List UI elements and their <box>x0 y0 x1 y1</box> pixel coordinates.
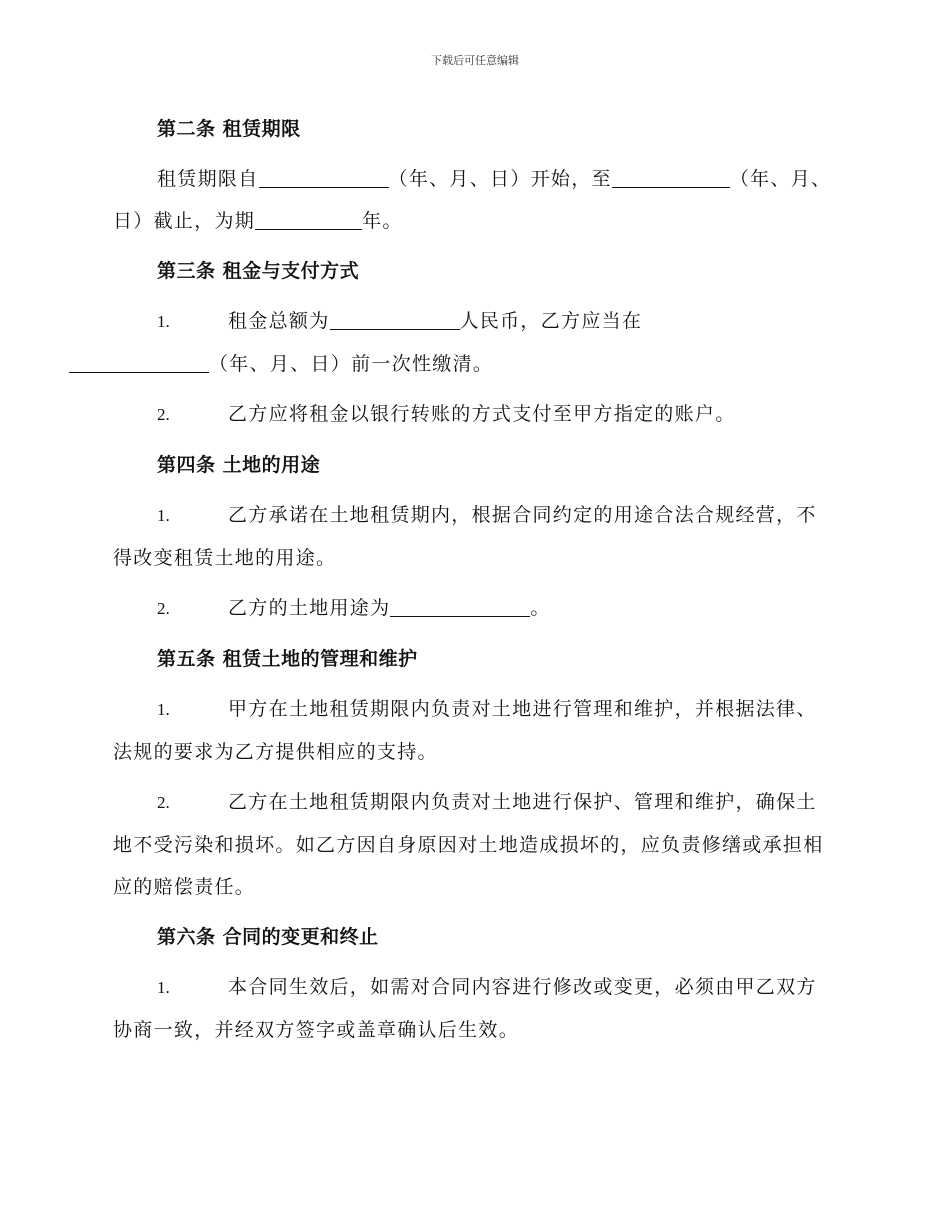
rent-text-start: 租金总额为 <box>228 310 330 332</box>
list-number: 1. <box>157 700 170 719</box>
article-6-heading: 第六条 合同的变更和终止 <box>157 926 379 948</box>
land-usage-suffix: 。 <box>530 597 551 619</box>
land-usage-text: 乙方的土地用途为 <box>228 597 391 619</box>
party-a-duty-text: 甲方在土地租赁期限内负责对土地进行管理和维护，并根据法律、法规的要求为乙方提供相应的支持。 <box>113 698 817 763</box>
list-number: 2. <box>157 405 170 424</box>
party-b-duty-text: 乙方在土地租赁期限内负责对土地进行保护、管理和维护，确保土地不受污染和损坏。如乙方因自身原因对土地造成损坏的，应负责修缮或承担相应的赔偿责任。 <box>113 791 824 898</box>
article-4-item-2 <box>113 587 833 630</box>
page-header: 下载后可任意编辑 <box>431 54 519 67</box>
article-3-heading: 第三条 租金与支付方式 <box>157 260 360 282</box>
article-3-item-1 <box>113 300 833 385</box>
list-number: 2. <box>157 599 170 618</box>
lease-term-text-suffix: 年。 <box>362 210 403 232</box>
article-3-item-2 <box>113 393 833 436</box>
article-6-item-1 <box>113 966 833 1051</box>
article-5-heading: 第五条 租赁土地的管理和维护 <box>157 648 418 670</box>
article-5-item-1 <box>113 688 833 773</box>
payment-date-blank <box>69 352 209 373</box>
rent-amount-blank <box>330 309 460 330</box>
usage-commitment-text: 乙方承诺在土地租赁期内，根据合同约定的用途合法合规经营，不得改变租赁土地的用途。 <box>113 504 817 569</box>
lease-end-date-blank <box>612 167 730 188</box>
payment-method-text: 乙方应将租金以银行转账的方式支付至甲方指定的账户。 <box>228 403 736 425</box>
article-5-item-2 <box>113 781 833 908</box>
lease-years-blank <box>255 209 362 230</box>
list-number: 1. <box>157 978 170 997</box>
lease-term-text-start: 租赁期限自 <box>157 168 259 190</box>
article-2-heading: 第二条 租赁期限 <box>157 118 301 140</box>
rent-text-end: （年、月、日）前一次性缴清。 <box>209 353 494 375</box>
document-body <box>113 108 833 1059</box>
list-number: 1. <box>157 506 170 525</box>
lease-term-text-end: （年、月、日）截止，为期 <box>113 168 832 232</box>
article-4-item-1 <box>113 494 833 579</box>
contract-change-text: 本合同生效后，如需对合同内容进行修改或变更，必须由甲乙双方协商一致，并经双方签字或盖章确认后生效。 <box>113 976 817 1041</box>
rent-text-mid: 人民币，乙方应当在 <box>459 310 643 332</box>
lease-start-date-blank <box>259 167 389 188</box>
article-4-heading: 第四条 土地的用途 <box>157 454 321 476</box>
list-number: 1. <box>157 312 170 331</box>
article-2-paragraph <box>113 158 833 242</box>
list-number: 2. <box>157 793 170 812</box>
land-usage-blank <box>390 596 530 617</box>
lease-term-text-mid: （年、月、日）开始，至 <box>388 168 612 190</box>
